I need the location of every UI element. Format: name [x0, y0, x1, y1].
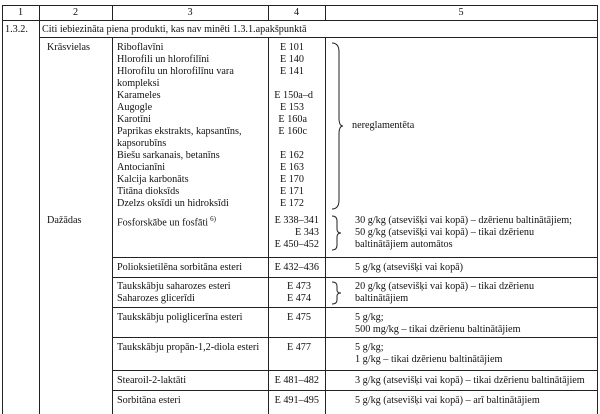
limit-text: 30 g/kg (atsevišķi vai kopā) – dzērienu baltinātājiem; [355, 215, 572, 226]
colorant-name: Biešu sarkanais, betanīns [117, 150, 220, 161]
colorant-name-cont: kompleksi [117, 78, 160, 89]
section-title: Citi iebiezināta piena produkti, kas nav minēti 1.3.1.apakšpunktā [42, 24, 307, 35]
limit-text: baltinātājiem [355, 293, 409, 304]
colorant-code: E 141 [279, 66, 304, 77]
colorant-code: E 160c [278, 126, 307, 137]
colorant-name: Augogle [117, 102, 153, 113]
colorant-code: E 153 [279, 102, 304, 113]
colorant-name: Kalcija karbonāts [117, 174, 189, 185]
additive-name: Taukskābju propān-1,2-diola esteri [117, 342, 260, 353]
header-row-border [2, 20, 597, 21]
additive-name: Taukskābju poliglicerīna esteri [117, 312, 243, 323]
colorant-code: E 160a [278, 114, 307, 125]
column-header-5: 5 [458, 7, 464, 18]
column-header-4: 4 [293, 7, 300, 18]
section-number: 1.3.2. [5, 24, 28, 35]
right-brace-icon [330, 215, 342, 251]
additive-code: E 481–482 [274, 375, 319, 386]
right-brace-icon [330, 281, 342, 305]
column-header-3: 3 [187, 7, 193, 18]
row-divider [112, 277, 597, 278]
column-header-2: 2 [72, 7, 79, 18]
colorant-name: Hlorofilu un hlorofilīnu vara [117, 66, 234, 77]
additive-code: E 474 [286, 293, 311, 304]
additive-code: E 475 [286, 312, 311, 323]
additive-code: E 343 [294, 227, 319, 238]
group-label-colorants: Krāsvielas [47, 42, 90, 53]
additive-name: Sorbitāna esteri [117, 395, 181, 406]
additive-name: Stearoil-2-laktāti [117, 375, 187, 386]
colorant-code: E 171 [279, 186, 304, 197]
colorant-code: E 101 [279, 42, 304, 53]
colorant-code: E 150a–d [274, 90, 313, 101]
additive-code: E 450–452 [274, 239, 319, 250]
colorant-name: Antocianīni [117, 162, 166, 173]
colorant-name: Karotīni [117, 114, 151, 125]
col-border-left [2, 5, 3, 414]
col-border-4 [325, 37, 326, 414]
row-divider [112, 257, 597, 258]
row-divider [112, 370, 597, 371]
colorant-code: E 172 [279, 198, 304, 209]
additive-code: E 473 [286, 281, 311, 292]
additive-name [117, 215, 216, 229]
limit-text: 500 mg/kg – tikai dzērienu baltinātājiem [355, 324, 521, 335]
additive-name: Polioksietilēna sorbitāna esteri [117, 262, 243, 273]
colorant-code: E 170 [279, 174, 304, 185]
colorant-name: Karameles [117, 90, 161, 101]
limit-text: 5 g/kg (atsevišķi vai kopā) – arī baltinātājiem [355, 395, 540, 406]
row-divider [112, 337, 597, 338]
colorant-code: E 162 [279, 150, 304, 161]
right-brace-icon [330, 42, 344, 210]
footnote-ref: 6) [210, 215, 216, 223]
limit-text: 5 g/kg; [355, 312, 384, 323]
col-border-right [597, 5, 598, 414]
colorant-code: E 163 [279, 162, 304, 173]
col-border-2 [112, 37, 113, 414]
colorant-name: Hlorofili un hlorofilīni [117, 54, 210, 65]
additive-code: E 491–495 [274, 395, 319, 406]
colorants-limit: nereglamentēta [352, 120, 415, 131]
limit-text: 5 g/kg; [355, 342, 384, 353]
additive-code: E 338–341 [274, 215, 319, 226]
col-border-1 [39, 5, 40, 414]
colorant-code: E 140 [279, 54, 304, 65]
row-divider [112, 390, 597, 391]
additive-name: Saharozes glicerīdi [117, 293, 195, 304]
colorant-name: Titāna dioksīds [117, 186, 180, 197]
additive-code: E 477 [286, 342, 311, 353]
section-title-border [39, 37, 597, 38]
colorant-name: Dzelzs oksīdi un hidroksīdi [117, 198, 229, 209]
row-divider [112, 307, 597, 308]
limit-text: 5 g/kg (atsevišķi vai kopā) [355, 262, 464, 273]
colorant-name-cont: kapsorubīns [117, 138, 167, 149]
phosphates-name: Fosforskābe un fosfāti [117, 217, 209, 229]
colorant-name: Riboflavīni [117, 42, 164, 53]
group-label-misc: Dažādas [47, 215, 82, 226]
additive-code: E 432–436 [274, 262, 319, 273]
additive-name: Taukskābju saharozes esteri [117, 281, 231, 292]
limit-text: 3 g/kg (atsevišķi vai kopā) – tikai dzērienu baltinātājiem [355, 375, 585, 386]
limit-text: 50 g/kg (atsevišķi vai kopā) – tikai dzērienu [355, 227, 535, 238]
column-header-1: 1 [17, 7, 24, 18]
colorant-name: Paprikas ekstrakts, kapsantīns, [117, 126, 242, 137]
limit-text: baltinātājiem automātos [355, 239, 453, 250]
limit-text: 20 g/kg (atsevišķi vai kopā) – tikai dzērienu [355, 281, 535, 292]
table-top-border [2, 5, 597, 6]
limit-text: 1 g/kg – tikai dzērienu baltinātājiem [355, 354, 503, 365]
